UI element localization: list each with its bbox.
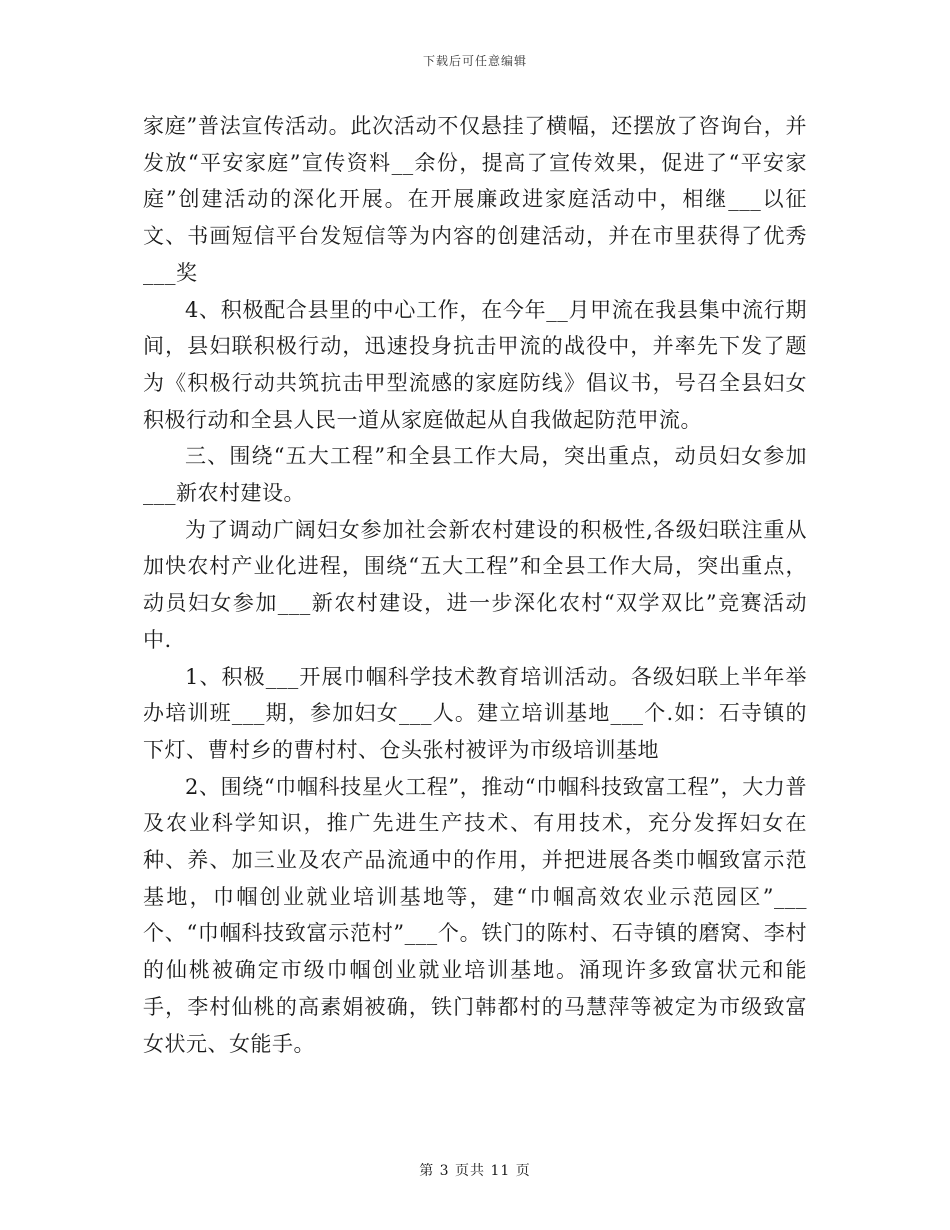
section-heading-3: 三、围绕“五大工程”和全县工作大局，突出重点，动员妇女参加___新农村建设。 bbox=[143, 444, 807, 506]
paragraph-2: 4、积极配合县里的中心工作，在今年__月甲流在我县集中流行期间，县妇联积极行动，迅速投身抗击甲流的战役中，并率先下发了题为《积极行动共筑抗击甲型流感的家庭防线》倡议书，号召全县妇女积极行动和全县人民一道从家庭做起从自我做起防范甲流。 bbox=[143, 297, 807, 432]
paragraph-1: 家庭”普法宣传活动。此次活动不仅悬挂了横幅，还摆放了咨询台，并发放“平安家庭”宣传资料__余份，提高了宣传效果，促进了“平安家庭”创建活动的深化开展。在开展廉政进家庭活动中，相继___以征文、书画短信平台发短信等为内容的创建活动，并在市里获得了优秀___奖 bbox=[143, 114, 807, 285]
page-number: 第 3 页共 11 页 bbox=[419, 1163, 531, 1179]
document-body bbox=[143, 108, 807, 1062]
page-header-note: 下载后可任意编辑 bbox=[422, 54, 527, 68]
paragraph-5: 1、积极___开展巾帼科学技术教育培训活动。各级妇联上半年举办培训班___期，参加妇女___人。建立培训基地___个.如：石寺镇的下灯、曹村乡的曹村村、仓头张村被评为市级培训基地 bbox=[143, 664, 807, 762]
paragraph-4: 为了调动广阔妇女参加社会新农村建设的积极性,各级妇联注重从加快农村产业化进程，围绕“五大工程”和全县工作大局，突出重点，动员妇女参加___新农村建设，进一步深化农村“双学双比”竞赛活动中. bbox=[143, 517, 807, 652]
paragraph-6: 2、围绕“巾帼科技星火工程”，推动“巾帼科技致富工程”，大力普及农业科学知识，推广先进生产技术、有用技术，充分发挥妇女在种、养、加三业及农产品流通中的作用，并把进展各类巾帼致富示范基地，巾帼创业就业培训基地等，建“巾帼高效农业示范园区”___个、“巾帼科技致富示范村”___个。铁门的陈村、石寺镇的磨窝、李村的仙桃被确定市级巾帼创业就业培训基地。涌现许多致富状元和能手，李村仙桃的高素娟被确，铁门韩都村的马慧萍等被定为市级致富女状元、女能手。 bbox=[143, 774, 807, 1056]
